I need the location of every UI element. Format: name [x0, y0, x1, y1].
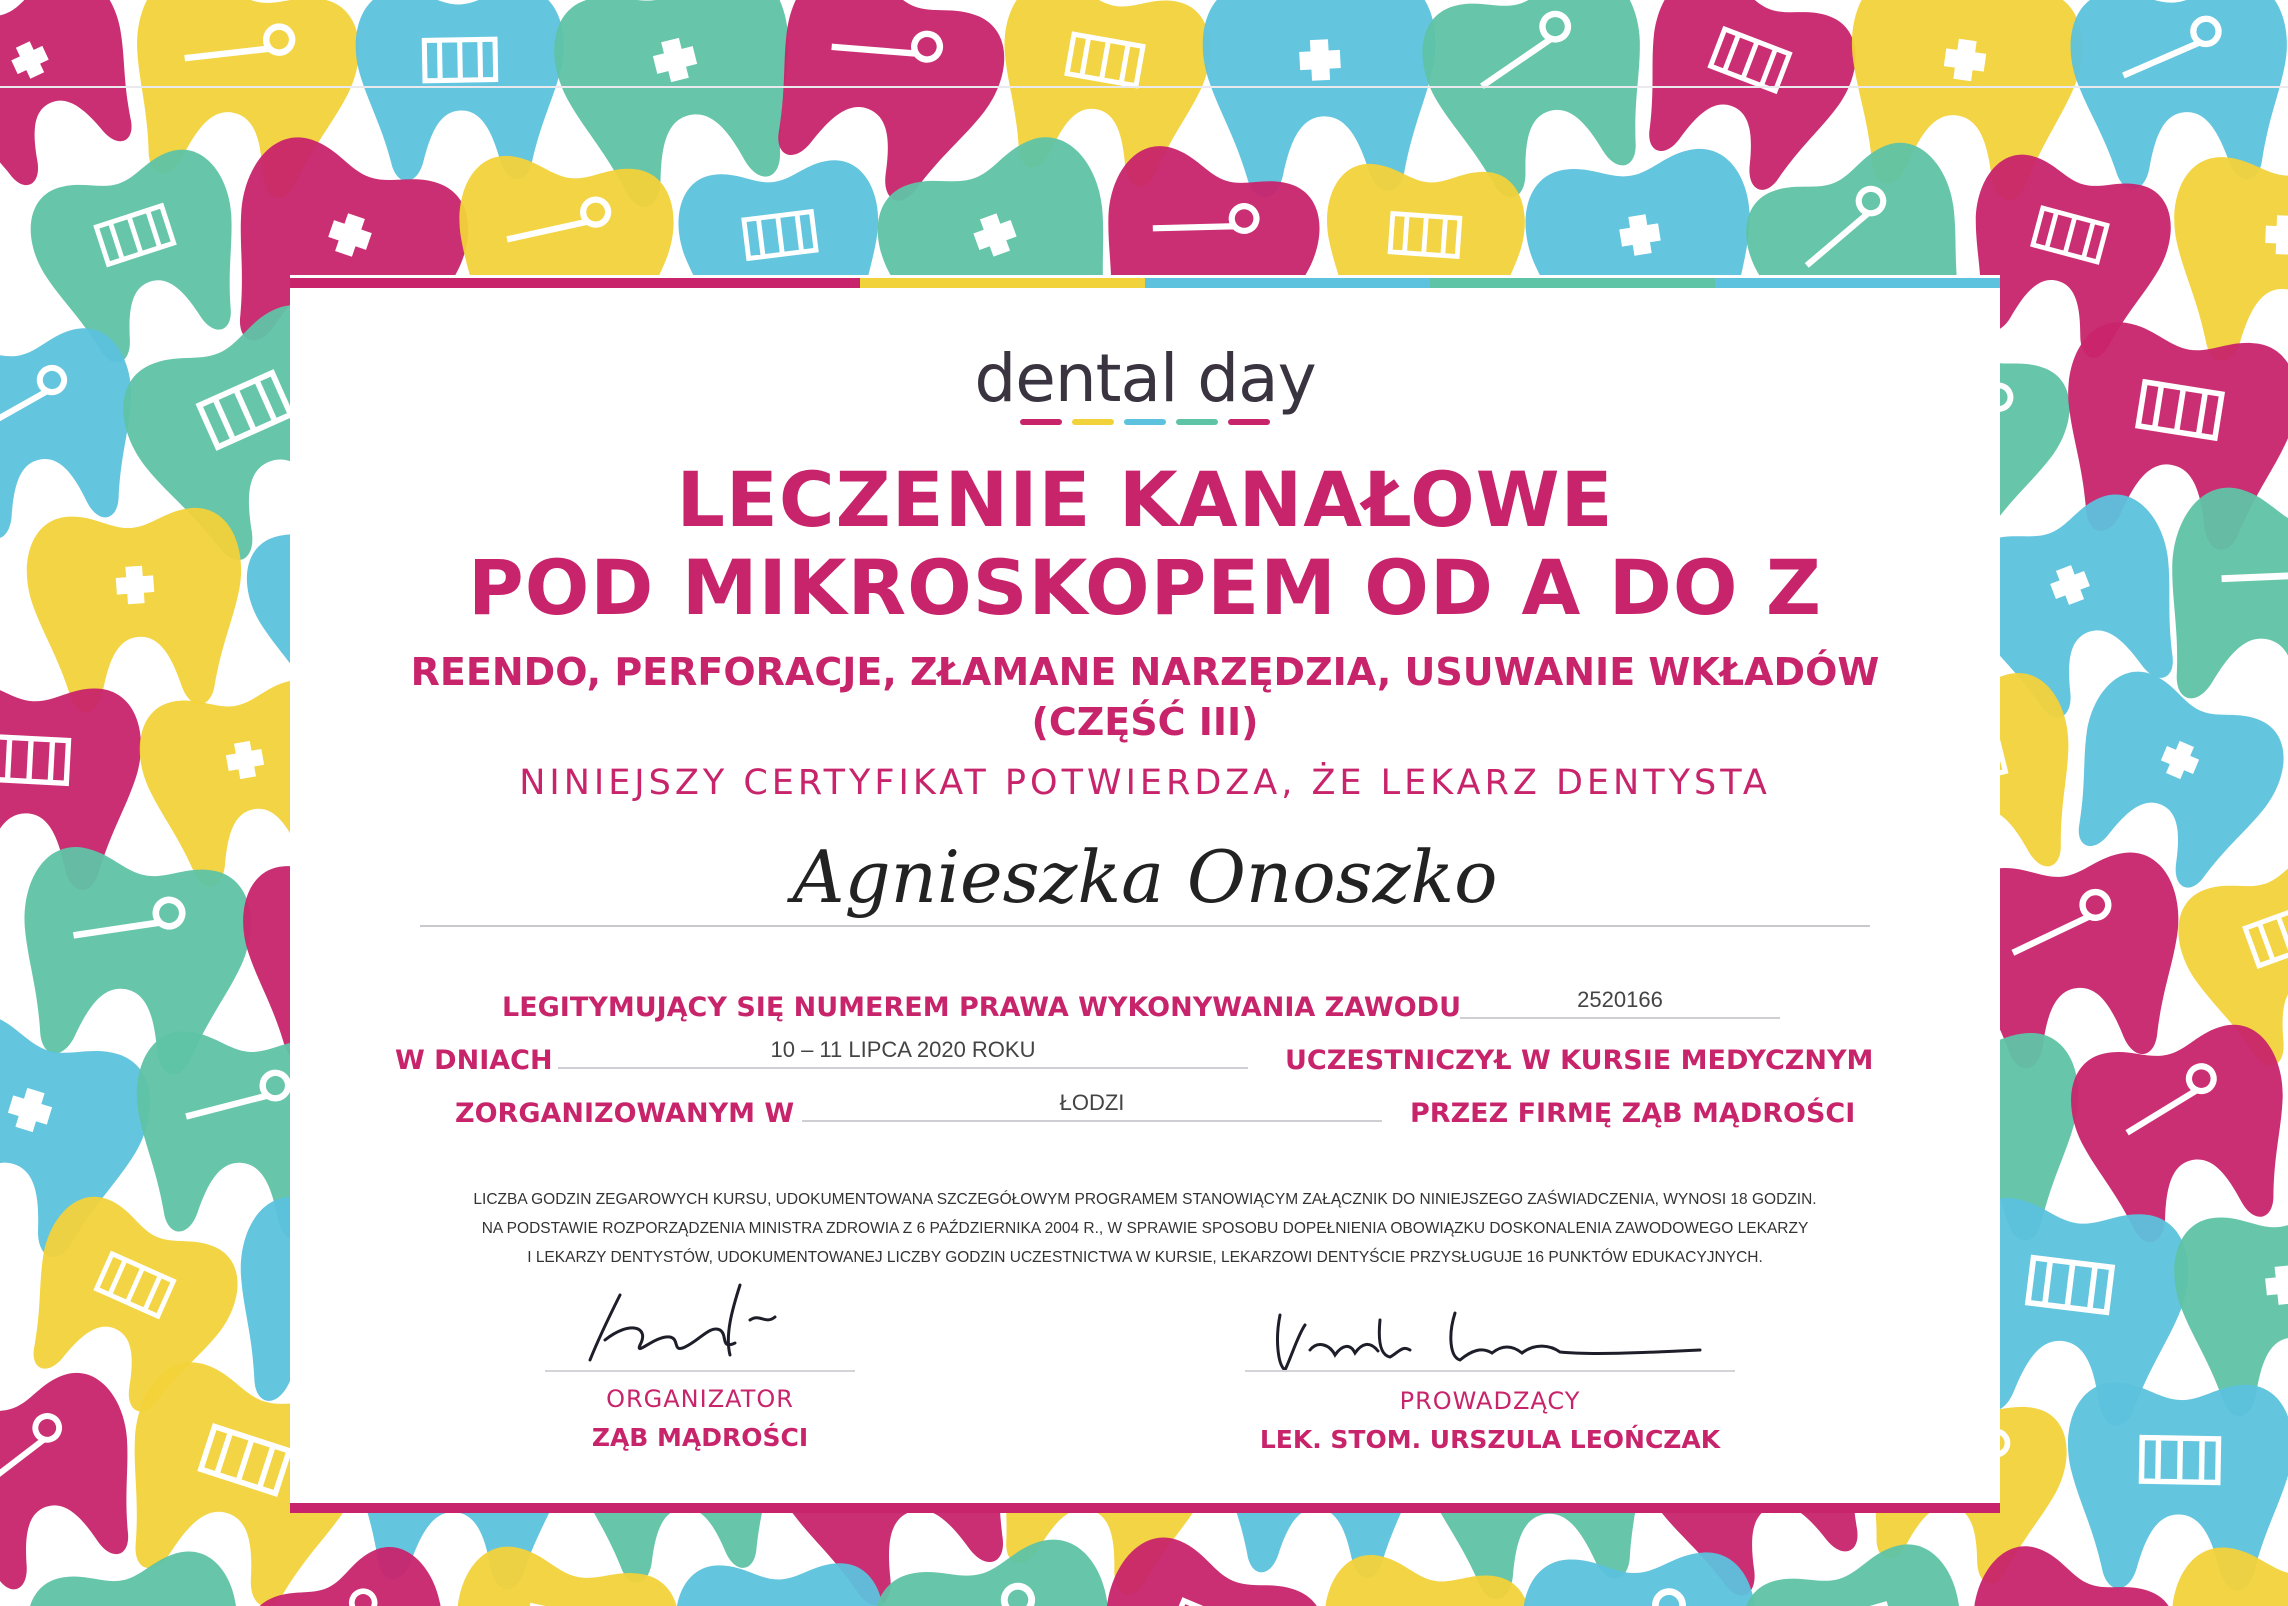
- organizer-role: ORGANIZATOR: [606, 1385, 794, 1413]
- confirmation-text: NINIEJSZY CERTYFIKAT POTWIERDZA, ŻE LEKARZ DENTYSTA: [519, 763, 1771, 803]
- course-title-line2: POD MIKROSKOPEM OD A DO Z: [468, 543, 1822, 632]
- brand-color-bars: [290, 419, 2000, 425]
- border-segment: [1145, 1503, 1430, 1513]
- name-underline: [420, 925, 1870, 927]
- recipient-name: Agnieszka Onoszko: [792, 835, 1498, 919]
- border-segment: [1145, 278, 1430, 288]
- brand-color-bar: [1176, 419, 1218, 425]
- tooth-icon: [2066, 0, 2288, 194]
- fine-print-line: NA PODSTAWIE ROZPORZĄDZENIA MINISTRA ZDROWIA Z 6 PAŹDZIERNIKA 2004 R., W SPRAWIE SPOSOBU DOPEŁNIENIA OBOWIĄZKU DOSKONALENIA ZAWODOWEGO LEKARZY: [481, 1220, 1809, 1237]
- border-segment: [1715, 278, 2000, 288]
- border-segment: [575, 1503, 860, 1513]
- border-segment: [290, 278, 575, 288]
- tooth-icon: [1730, 1534, 1995, 1606]
- dates-label: W DNIACH: [395, 1045, 553, 1076]
- company-label: PRZEZ FIRMĘ ZĄB MĄDROŚCI: [1410, 1098, 1856, 1129]
- tooth-icon: [2152, 1541, 2288, 1606]
- instructor-name: LEK. STOM. URSZULA LEOŃCZAK: [1259, 1425, 1721, 1454]
- organizer-signature: [560, 1265, 810, 1375]
- border-segment: [860, 1503, 1145, 1513]
- tooth-icon: [2043, 658, 2288, 905]
- tooth-icon: [1933, 1534, 2190, 1606]
- tooth-icon: [2060, 1016, 2288, 1253]
- brand-name: dental day: [974, 340, 1316, 417]
- border-segment: [860, 278, 1145, 288]
- border-segment: [290, 1503, 575, 1513]
- brand-color-bar: [1072, 419, 1114, 425]
- organized-label: ZORGANIZOWANYM W: [455, 1098, 795, 1129]
- fine-print-line: I LEKARZY DENTYSTÓW, UDOKUMENTOWANEJ LICZBY GODZIN UCZESTNICTWA W KURSIE, LEKARZOWI DENTYŚCIE PRZYSŁUGUJE 16 PUNKTÓW EDUKACYJNYCH.: [527, 1249, 1763, 1266]
- fine-print: [350, 1185, 1940, 1272]
- border-segment: [1715, 1503, 2000, 1513]
- course-subtitle-line2: (CZĘŚĆ III): [1031, 700, 1259, 744]
- brand-logo: [290, 340, 2000, 425]
- card-bottom-border: [290, 1500, 2000, 1510]
- border-segment: [575, 278, 860, 288]
- scan-edge: [0, 86, 2288, 88]
- brand-color-bar: [1020, 419, 1062, 425]
- organizer-signature-line: [545, 1370, 855, 1372]
- instructor-signature-line: [1245, 1370, 1735, 1372]
- license-label: LEGITYMUJĄCY SIĘ NUMEREM PRAWA WYKONYWANIA ZAWODU: [502, 992, 1462, 1023]
- brand-color-bar: [1228, 419, 1270, 425]
- tooth-icon: [675, 1562, 886, 1606]
- tooth-icon: [23, 505, 250, 716]
- certificate-card: [290, 275, 2000, 1510]
- dates-value: 10 – 11 LIPCA 2020 ROKU: [558, 1037, 1248, 1069]
- course-label: UCZESTNICZYŁ W KURSIE MEDYCZNYM: [1285, 1045, 1874, 1076]
- tooth-icon: [355, 0, 566, 182]
- course-title-line1: LECZENIE KANAŁOWE: [676, 455, 1614, 544]
- border-segment: [1430, 1503, 1715, 1513]
- brand-color-bar: [1124, 419, 1166, 425]
- course-subtitle-line1: REENDO, PERFORACJE, ZŁAMANE NARZĘDZIA, USUWANIE WKŁADÓW: [410, 650, 1880, 694]
- city-value: ŁODZI: [802, 1090, 1382, 1122]
- border-segment: [1430, 278, 1715, 288]
- organizer-name: ZĄB MĄDROŚCI: [591, 1423, 809, 1452]
- tooth-icon: [2169, 156, 2288, 367]
- tooth-icon: [1520, 1550, 1764, 1606]
- fine-print-line: LICZBA GODZIN ZEGAROWYCH KURSU, UDOKUMENTOWANA SZCZEGÓŁOWYM PROGRAMEM STANOWIĄCYM ZAŁĄCZNIK DO NINIEJSZEGO ZAŚWIADCZENIA, WYNOSI 18 GODZIN.: [473, 1191, 1817, 1208]
- instructor-role: PROWADZĄCY: [1399, 1387, 1581, 1415]
- card-top-border: [290, 275, 2000, 285]
- tooth-icon: [1200, 0, 1444, 200]
- license-number: 2520166: [1460, 987, 1780, 1019]
